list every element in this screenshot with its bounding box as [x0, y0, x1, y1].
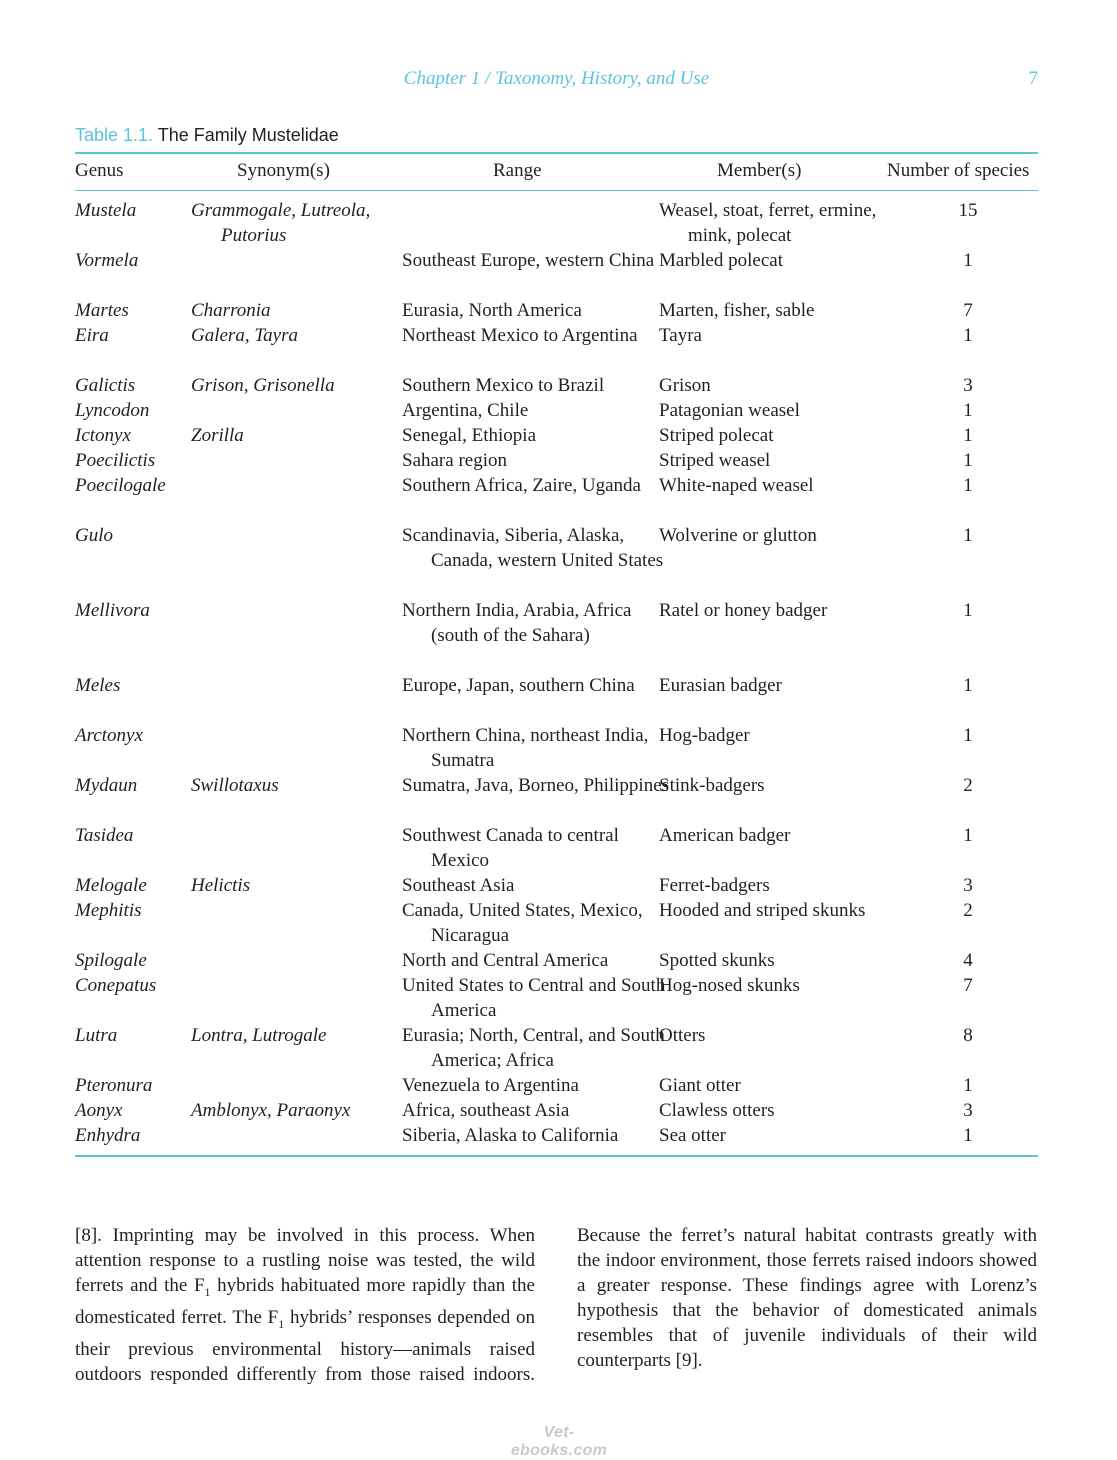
table-top-rule: [75, 152, 1038, 154]
cell-members: Hooded and striped skunks: [659, 900, 866, 921]
cell-species-count: 1: [963, 725, 973, 746]
cell-species-count: 2: [963, 775, 973, 796]
table-row: [75, 898, 1038, 948]
table-label: Table 1.1.: [75, 125, 154, 145]
cell-species-count: 1: [963, 425, 973, 446]
cell-synonyms: Lontra, Lutrogale: [191, 1025, 327, 1046]
cell-synonyms: Amblonyx, Paraonyx: [191, 1100, 351, 1121]
cell-members: Otters: [659, 1025, 706, 1046]
cell-range: United States to Central and South America: [402, 975, 666, 1021]
table-body: [75, 198, 1038, 1148]
cell-members: Marten, fisher, sable: [659, 300, 815, 321]
cell-species-count: 7: [963, 300, 973, 321]
cell-species-count: 1: [963, 400, 973, 421]
body-text-left-part2: hybrids habituated more rapidly than the domesticated ferret. The F: [75, 1275, 535, 1328]
cell-range: Southeast Europe, western China: [402, 250, 655, 271]
cell-range: Argentina, Chile: [402, 400, 529, 421]
cell-genus: Mellivora: [75, 600, 150, 621]
table-row: [75, 598, 1038, 673]
cell-members: Tayra: [659, 325, 702, 346]
cell-members: Grison: [659, 375, 711, 396]
cell-species-count: 4: [963, 950, 973, 971]
cell-members: Marbled polecat: [659, 250, 783, 271]
cell-members: Eurasian badger: [659, 675, 782, 696]
table-row: [75, 298, 1038, 323]
table-row: [75, 1098, 1038, 1123]
cell-genus: Lutra: [75, 1025, 118, 1046]
table-row: [75, 823, 1038, 873]
cell-members: Hog-badger: [659, 725, 750, 746]
cell-genus: Enhydra: [75, 1125, 141, 1146]
cell-genus: Aonyx: [75, 1100, 123, 1121]
cell-range: Senegal, Ethiopia: [402, 425, 537, 446]
page-number: 7: [1028, 68, 1038, 89]
cell-synonyms: Zorilla: [191, 425, 244, 446]
cell-range: Northern China, northeast India, Sumatra: [402, 725, 649, 771]
cell-range: Venezuela to Argentina: [402, 1075, 579, 1096]
header-range: Range: [493, 160, 542, 181]
cell-species-count: 1: [963, 450, 973, 471]
cell-genus: Gulo: [75, 525, 113, 546]
cell-range: Siberia, Alaska to California: [402, 1125, 619, 1146]
cell-members: Stink-badgers: [659, 775, 765, 796]
cell-members: Striped polecat: [659, 425, 774, 446]
header-synonyms: Synonym(s): [237, 160, 330, 181]
cell-members: Weasel, stoat, ferret, ermine, mink, polecat: [659, 200, 877, 246]
table-row: [75, 523, 1038, 598]
table-header-rule: [75, 190, 1038, 191]
table-row: [75, 773, 1038, 823]
table-row: [75, 323, 1038, 373]
cell-members: Ferret-badgers: [659, 875, 770, 896]
cell-range: Europe, Japan, southern China: [402, 675, 635, 696]
table-row: [75, 673, 1038, 723]
cell-genus: Ictonyx: [75, 425, 131, 446]
cell-genus: Conepatus: [75, 975, 157, 996]
cell-genus: Arctonyx: [75, 725, 143, 746]
header-members: Member(s): [717, 160, 802, 181]
cell-species-count: 8: [963, 1025, 973, 1046]
cell-species-count: 1: [963, 250, 973, 271]
cell-range: Scandinavia, Siberia, Alaska, Canada, western United States: [402, 525, 664, 571]
cell-range: Eurasia, North America: [402, 300, 582, 321]
cell-genus: Galictis: [75, 375, 136, 396]
subscript-f1: 1: [204, 1284, 211, 1299]
cell-range: Eurasia; North, Central, and South America; Africa: [402, 1025, 665, 1071]
table-row: [75, 973, 1038, 1023]
cell-genus: Poecilictis: [75, 450, 156, 471]
cell-synonyms: Galera, Tayra: [191, 325, 298, 346]
cell-members: Wolverine or glutton: [659, 525, 817, 546]
table-row: [75, 448, 1038, 473]
cell-range: Northeast Mexico to Argentina: [402, 325, 638, 346]
body-text-right-column: Because the ferret’s natural habitat contrasts greatly with the indoor environment, those ferrets raised indoors showed a greater response. These findings agree with Lorenz’s hypothesis that the behavior of domesticated animals resembles that of juvenile individuals of their wild counterparts [9].: [577, 1225, 1037, 1371]
chapter-title: Chapter 1 / Taxonomy, History, and Use: [403, 68, 710, 89]
table-row: [75, 248, 1038, 298]
cell-range: Africa, southeast Asia: [402, 1100, 570, 1121]
cell-genus: Meles: [75, 675, 121, 696]
table-row: [75, 373, 1038, 398]
body-text-left-part1: [8]. Imprinting may be involved in this process. When attention response to a rustling noise was tested, the wild ferrets and the F: [75, 1225, 535, 1296]
cell-genus: Eira: [75, 325, 109, 346]
table-row: [75, 948, 1038, 973]
cell-members: Patagonian weasel: [659, 400, 800, 421]
table-header: [75, 160, 1038, 186]
cell-species-count: 2: [963, 900, 973, 921]
header-genus: Genus: [75, 160, 124, 181]
cell-members: Ratel or honey badger: [659, 600, 828, 621]
cell-genus: Poecilogale: [75, 475, 166, 496]
cell-range: Sahara region: [402, 450, 507, 471]
cell-range: Sumatra, Java, Borneo, Philippines: [402, 775, 670, 796]
cell-genus: Vormela: [75, 250, 139, 271]
table-row: [75, 873, 1038, 898]
table-row: [75, 198, 1038, 248]
cell-members: Spotted skunks: [659, 950, 775, 971]
table-row: [75, 423, 1038, 448]
table-title: The Family Mustelidae: [157, 125, 339, 145]
cell-genus: Mephitis: [75, 900, 142, 921]
cell-species-count: 15: [958, 200, 978, 221]
cell-species-count: 1: [963, 675, 973, 696]
cell-species-count: 7: [963, 975, 973, 996]
cell-synonyms: Grammogale, Lutreola, Putorius: [191, 200, 371, 246]
cell-species-count: 1: [963, 325, 973, 346]
watermark-logo: Vet-ebooks.com: [510, 1424, 608, 1459]
cell-species-count: 3: [963, 1100, 973, 1121]
table-row: [75, 398, 1038, 423]
table-row: [75, 1023, 1038, 1073]
cell-members: Giant otter: [659, 1075, 741, 1096]
body-text-left-part3: hybrids’ responses depended on their previous environmental history—animals raised outdoors responded differently from those raised indoors.: [75, 1306, 535, 1385]
cell-species-count: 1: [963, 1125, 973, 1146]
table-caption: [75, 125, 339, 146]
subscript-f1: 1: [278, 1316, 285, 1331]
cell-members: Hog-nosed skunks: [659, 975, 800, 996]
cell-genus: Pteronura: [75, 1075, 153, 1096]
table-row: [75, 723, 1038, 773]
cell-genus: Melogale: [75, 875, 147, 896]
cell-genus: Martes: [75, 300, 129, 321]
table-row: [75, 473, 1038, 523]
cell-members: Sea otter: [659, 1125, 727, 1146]
cell-species-count: 1: [963, 1075, 973, 1096]
cell-species-count: 1: [963, 475, 973, 496]
cell-range: Northern India, Arabia, Africa (south of the Sahara): [402, 600, 632, 646]
cell-synonyms: Helictis: [191, 875, 251, 896]
cell-species-count: 1: [963, 600, 973, 621]
cell-genus: Lyncodon: [75, 400, 150, 421]
cell-species-count: 1: [963, 525, 973, 546]
running-head: [75, 68, 1038, 94]
cell-range: Southern Africa, Zaire, Uganda: [402, 475, 641, 496]
cell-range: North and Central America: [402, 950, 609, 971]
cell-range: Southeast Asia: [402, 875, 515, 896]
cell-members: Striped weasel: [659, 450, 771, 471]
cell-synonyms: Charronia: [191, 300, 271, 321]
cell-genus: Spilogale: [75, 950, 147, 971]
cell-genus: Mydaun: [75, 775, 138, 796]
cell-species-count: 1: [963, 825, 973, 846]
cell-genus: Tasidea: [75, 825, 134, 846]
cell-genus: Mustela: [75, 200, 137, 221]
table-bottom-rule: [75, 1155, 1038, 1157]
cell-members: American badger: [659, 825, 791, 846]
cell-members: Clawless otters: [659, 1100, 775, 1121]
header-species: Number of species: [887, 160, 1030, 181]
cell-range: Canada, United States, Mexico, Nicaragua: [402, 900, 643, 946]
cell-range: Southwest Canada to central Mexico: [402, 825, 619, 871]
cell-synonyms: Swillotaxus: [191, 775, 279, 796]
table-row: [75, 1073, 1038, 1098]
cell-range: Southern Mexico to Brazil: [402, 375, 605, 396]
cell-synonyms: Grison, Grisonella: [191, 375, 335, 396]
cell-species-count: 3: [963, 375, 973, 396]
cell-members: White-naped weasel: [659, 475, 814, 496]
table-row: [75, 1123, 1038, 1148]
cell-species-count: 3: [963, 875, 973, 896]
body-text-left-column: [75, 1223, 535, 1387]
